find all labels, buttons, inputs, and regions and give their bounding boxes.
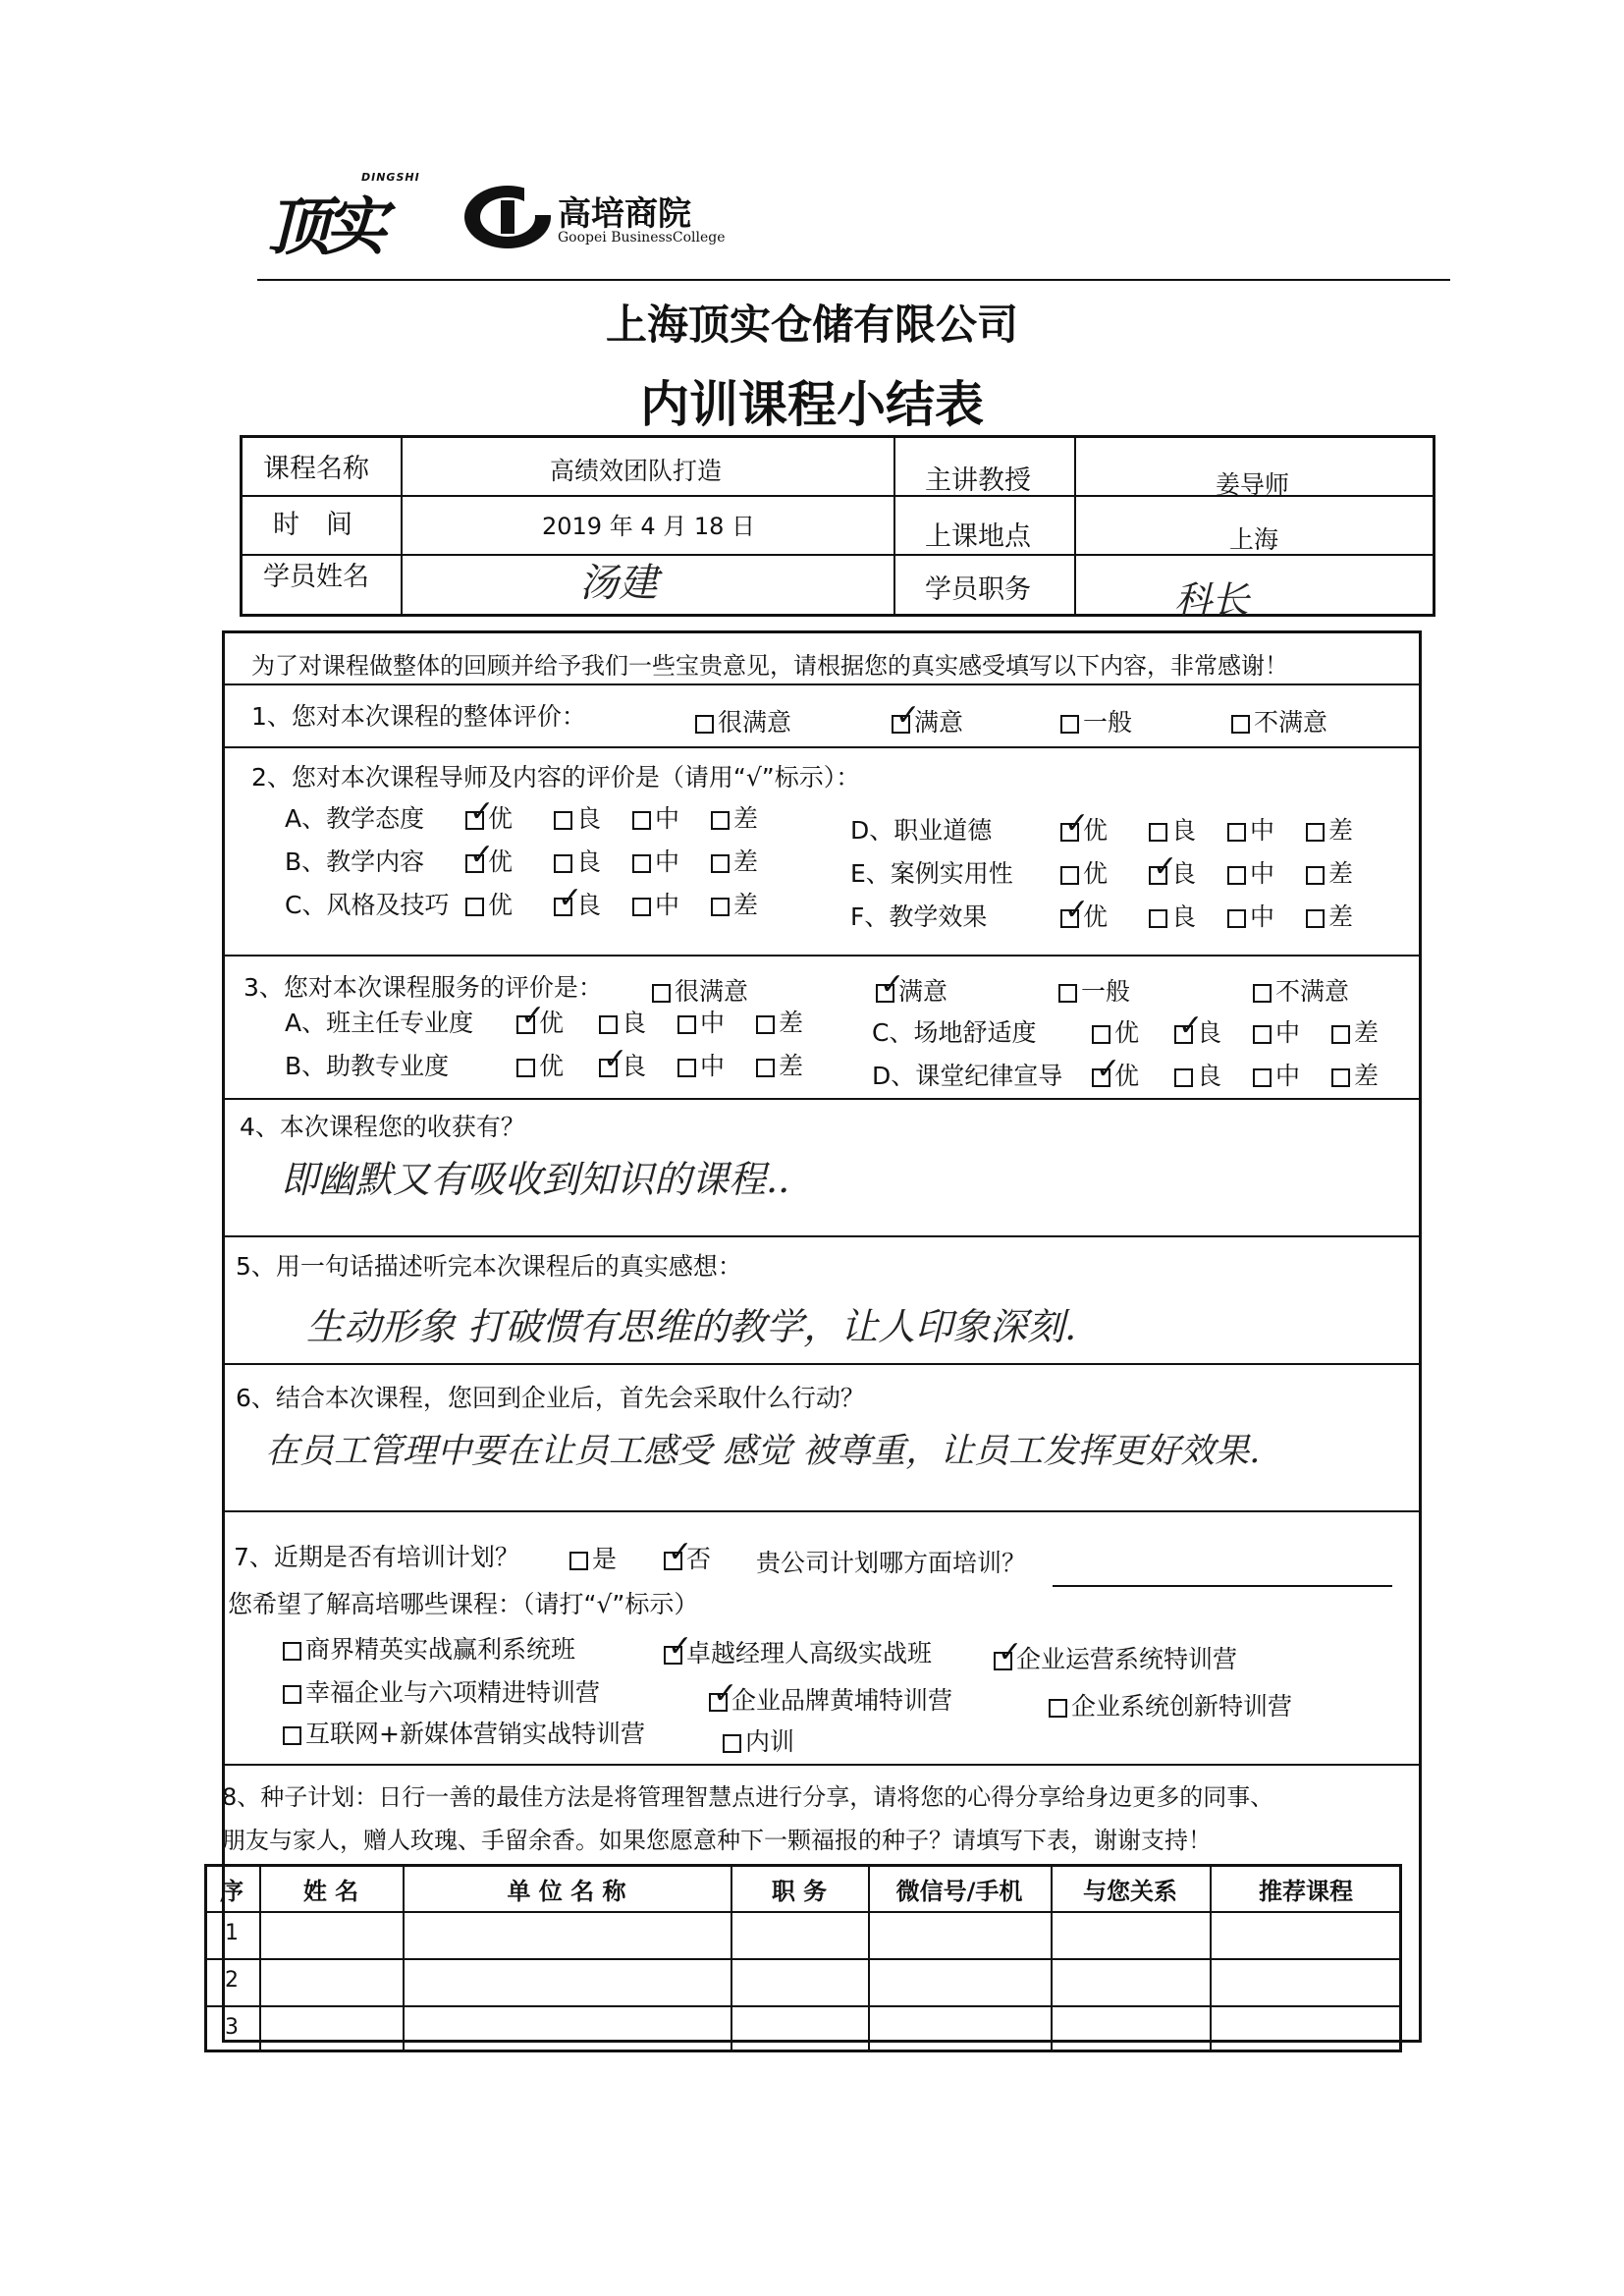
- checkbox[interactable]: [554, 854, 572, 873]
- seed-table-cell[interactable]: [870, 1960, 1049, 2003]
- q3-grade-option[interactable]: [516, 1004, 564, 1039]
- checkbox[interactable]: [569, 1552, 588, 1570]
- grade-label: 差: [733, 891, 759, 919]
- logo-goopei: [461, 183, 726, 261]
- logo-goopei-cn: 高培商院: [558, 194, 691, 234]
- checkbox[interactable]: [632, 811, 651, 830]
- position-label: 学员职务: [925, 574, 1031, 605]
- q3-grade-option[interactable]: [756, 1004, 803, 1039]
- student-value: 汤建: [579, 561, 658, 606]
- checkbox[interactable]: [1231, 715, 1250, 734]
- checkbox[interactable]: [1253, 1025, 1272, 1044]
- grade-label: 良: [622, 1052, 647, 1080]
- checkbox[interactable]: [554, 811, 572, 830]
- grade-label: 优: [539, 1009, 565, 1037]
- seed-table-cell[interactable]: [1212, 1913, 1400, 1956]
- checkbox-checked[interactable]: [994, 1652, 1012, 1670]
- grade-label: 中: [655, 847, 680, 876]
- location-value: 上海: [1229, 525, 1279, 554]
- checkbox-checked[interactable]: [599, 1059, 618, 1077]
- q3-row: [285, 1047, 835, 1080]
- q4-text: 4、本次课程您的收获有？: [240, 1113, 525, 1141]
- grade-label: 中: [655, 804, 680, 833]
- q2-grade-option[interactable]: [1306, 854, 1353, 890]
- seed-table-cell[interactable]: [261, 1960, 401, 2003]
- grade-label: 良: [576, 847, 602, 876]
- q3-opt-3[interactable]: 一般: [1058, 972, 1130, 1008]
- course-option[interactable]: [283, 1715, 645, 1750]
- grade-label: 良: [1171, 859, 1197, 888]
- grade-label: 良: [1171, 902, 1197, 931]
- q8-text-1: 8、种子计划：日行一善的最佳方法是将管理智慧点进行分享，请将您的心得分享给身边更多的同事、: [222, 1783, 1274, 1811]
- q3-row-label: B、助教专业度: [285, 1052, 450, 1080]
- q2-row-label: E、案例实用性: [850, 859, 1013, 888]
- q2-grade-option[interactable]: [711, 843, 758, 878]
- grade-label: 优: [488, 847, 514, 876]
- logo-dingshi: [267, 169, 444, 264]
- q3-grade-option[interactable]: [677, 1004, 725, 1039]
- checkbox[interactable]: [1253, 1068, 1272, 1087]
- checkbox[interactable]: [1060, 715, 1079, 734]
- checkbox[interactable]: [283, 1642, 301, 1661]
- grade-label: 差: [1328, 816, 1354, 845]
- q2-grade-option[interactable]: [465, 843, 513, 878]
- q2-grade-option[interactable]: [711, 799, 758, 835]
- checkbox-checked[interactable]: [465, 854, 484, 873]
- q3-grade-option[interactable]: [1174, 1013, 1221, 1049]
- seed-table-cell[interactable]: [405, 1913, 729, 1956]
- q3-grade-option[interactable]: [1253, 1057, 1300, 1092]
- q3-grade-option[interactable]: [1092, 1013, 1139, 1049]
- checkbox-checked[interactable]: [1174, 1025, 1193, 1044]
- grade-label: 良: [576, 891, 602, 919]
- q2-grade-option[interactable]: [1060, 811, 1108, 847]
- q2-grade-option[interactable]: [1149, 854, 1196, 890]
- course-option[interactable]: [283, 1673, 600, 1709]
- q2-grade-option[interactable]: [1060, 854, 1108, 890]
- checkbox[interactable]: [723, 1734, 741, 1753]
- grade-label: 优: [1114, 1018, 1140, 1047]
- q2-row-label: A、教学态度: [285, 804, 425, 833]
- checkbox[interactable]: [283, 1726, 301, 1745]
- checkbox-checked[interactable]: [516, 1015, 535, 1034]
- checkbox[interactable]: [1149, 823, 1167, 842]
- checkbox[interactable]: [756, 1015, 775, 1034]
- checkbox[interactable]: [1049, 1699, 1067, 1718]
- grade-label: 差: [1328, 902, 1354, 931]
- grade-label: 中: [1275, 1018, 1301, 1047]
- q2-row-label: D、职业道德: [850, 816, 993, 845]
- q2-row-label: C、风格及技巧: [285, 891, 450, 919]
- grade-label: 优: [1083, 859, 1109, 888]
- q2-row: [850, 854, 1400, 888]
- grade-label: 中: [1250, 902, 1275, 931]
- q2-grade-option[interactable]: [1306, 811, 1353, 847]
- course-label: 商界精英实战赢利系统班: [305, 1635, 576, 1664]
- q2-row-label: F、教学效果: [850, 902, 988, 931]
- q1-opt-4[interactable]: 不满意: [1231, 703, 1327, 738]
- q2-grade-option[interactable]: [1227, 854, 1274, 890]
- checkbox[interactable]: [1227, 823, 1246, 842]
- checkbox-checked[interactable]: [1149, 866, 1167, 885]
- q6-text: 6、结合本次课程，您回到企业后，首先会采取什么行动？: [236, 1384, 865, 1412]
- q2-grade-option[interactable]: [1149, 811, 1196, 847]
- checkbox[interactable]: [711, 854, 730, 873]
- form-title: 内训课程小结表: [640, 376, 984, 433]
- seed-table-cell[interactable]: [1212, 2007, 1400, 2050]
- checkbox[interactable]: [711, 898, 730, 916]
- grade-label: 优: [1083, 902, 1109, 931]
- seed-table-cell[interactable]: [261, 1913, 401, 1956]
- q4-answer[interactable]: 即幽默又有吸收到知识的课程..: [281, 1158, 790, 1201]
- lecturer-value: 姜导师: [1216, 470, 1290, 499]
- checkbox-checked[interactable]: [1060, 909, 1079, 928]
- q3-grade-option[interactable]: [599, 1047, 646, 1082]
- position-value: 科长: [1174, 578, 1250, 622]
- checkbox[interactable]: [677, 1059, 696, 1077]
- grade-label: 差: [733, 847, 759, 876]
- seed-table-cell[interactable]: [405, 1960, 729, 2003]
- checkbox[interactable]: [465, 898, 484, 916]
- grade-label: 优: [488, 891, 514, 919]
- goopei-g-icon: [461, 183, 554, 251]
- time-label: 时 间: [273, 510, 352, 540]
- q2-grade-option[interactable]: [554, 799, 601, 835]
- q6-answer[interactable]: 在员工管理中要在让员工感受 感觉 被尊重，让员工发挥更好效果.: [265, 1432, 1261, 1471]
- seed-table-header: 推荐课程: [1259, 1878, 1353, 1905]
- grade-label: 中: [700, 1052, 726, 1080]
- checkbox[interactable]: [1174, 1068, 1193, 1087]
- q2-grade-option[interactable]: [711, 886, 758, 921]
- q7-followup-blank[interactable]: [1053, 1585, 1392, 1587]
- seed-table-header: 序: [220, 1878, 244, 1905]
- q2-row: [285, 886, 835, 919]
- checkbox-checked[interactable]: [664, 1552, 682, 1570]
- logo-dingshi-sub: DINGSHI: [361, 171, 420, 184]
- seed-row-number: 2: [225, 1968, 239, 1993]
- q7-no[interactable]: ✓ 否: [664, 1540, 711, 1575]
- q2-grade-option[interactable]: [1060, 898, 1108, 933]
- grade-label: 差: [779, 1052, 804, 1080]
- seed-table-cell[interactable]: [1053, 2007, 1208, 2050]
- seed-table-cell[interactable]: [870, 2007, 1049, 2050]
- checkbox[interactable]: [1253, 984, 1272, 1003]
- seed-table-cell[interactable]: [732, 1960, 866, 2003]
- checkbox-checked[interactable]: [709, 1693, 728, 1712]
- location-label: 上课地点: [925, 521, 1031, 552]
- checkbox-checked[interactable]: [1060, 823, 1079, 842]
- q3-grade-option[interactable]: [1092, 1057, 1139, 1092]
- q5-text: 5、用一句话描述听完本次课程后的真实感想：: [236, 1252, 742, 1281]
- q2-grade-option[interactable]: [554, 886, 601, 921]
- checkbox[interactable]: [1058, 984, 1077, 1003]
- course-option[interactable]: [994, 1640, 1237, 1675]
- q3-grade-option[interactable]: [1253, 1013, 1300, 1049]
- checkbox[interactable]: [1331, 1025, 1350, 1044]
- checkbox[interactable]: [1331, 1068, 1350, 1087]
- q3-grade-option[interactable]: [677, 1047, 725, 1082]
- grade-label: 差: [733, 804, 759, 833]
- checkbox[interactable]: [677, 1015, 696, 1034]
- checkbox[interactable]: [1306, 823, 1325, 842]
- q2-grade-option[interactable]: [1306, 898, 1353, 933]
- checkbox[interactable]: [695, 715, 714, 734]
- q2-grade-option[interactable]: [465, 799, 513, 835]
- q3-row-label: A、班主任专业度: [285, 1009, 474, 1037]
- checkbox[interactable]: [1227, 866, 1246, 885]
- grade-label: 差: [1354, 1018, 1380, 1047]
- checkbox[interactable]: [516, 1059, 535, 1077]
- q3-row-label: D、课堂纪律宣导: [872, 1062, 1063, 1090]
- checkbox[interactable]: [599, 1015, 618, 1034]
- intro-text: 为了对课程做整体的回顾并给予我们一些宝贵意见，请根据您的真实感受填写以下内容，非常感谢！: [251, 652, 1288, 680]
- q2-grade-option[interactable]: [1227, 898, 1274, 933]
- q3-grade-option[interactable]: [599, 1004, 646, 1039]
- lecturer-label: 主讲教授: [925, 465, 1031, 496]
- seed-table-header: 职 务: [771, 1878, 828, 1905]
- logo-goopei-en: Goopei BusinessCollege: [558, 230, 726, 246]
- grade-label: 良: [622, 1009, 647, 1037]
- grade-label: 中: [1250, 816, 1275, 845]
- course-option[interactable]: [709, 1681, 952, 1717]
- q1-text: 1、您对本次课程的整体评价：: [251, 702, 586, 731]
- checkbox[interactable]: [1227, 909, 1246, 928]
- checkbox[interactable]: [1060, 866, 1079, 885]
- checkbox[interactable]: [1092, 1025, 1110, 1044]
- q1-opt-1[interactable]: 很满意: [695, 703, 791, 738]
- q5-answer[interactable]: 生动形象 打破惯有思维的教学，让人印象深刻.: [306, 1305, 1077, 1348]
- q3-text: 3、您对本次课程服务的评价是：: [244, 973, 603, 1002]
- q7-yes[interactable]: 是: [569, 1540, 617, 1575]
- checkbox[interactable]: [632, 898, 651, 916]
- checkbox[interactable]: [283, 1685, 301, 1704]
- q7-courses-question: 您希望了解高培哪些课程：（请打“√”标示）: [228, 1590, 699, 1618]
- q2-grade-option[interactable]: [554, 843, 601, 878]
- q3-grade-option[interactable]: [1331, 1013, 1379, 1049]
- company-name: 上海顶实仓储有限公司: [605, 301, 1018, 349]
- q3-opt-4[interactable]: 不满意: [1253, 972, 1349, 1008]
- q2-grade-option[interactable]: [1149, 898, 1196, 933]
- grade-label: 中: [700, 1009, 726, 1037]
- seed-table-cell[interactable]: [1053, 1960, 1208, 2003]
- seed-table-header: 姓 名: [302, 1878, 359, 1905]
- q2-row-label: B、教学内容: [285, 847, 425, 876]
- checkbox[interactable]: [711, 811, 730, 830]
- seed-table-header: 单 位 名 称: [507, 1878, 626, 1905]
- seed-table-cell[interactable]: [870, 1913, 1049, 1956]
- grade-label: 良: [1197, 1062, 1222, 1090]
- seed-table-cell[interactable]: [1212, 1960, 1400, 2003]
- grade-label: 优: [488, 804, 514, 833]
- header-rule: [257, 279, 1450, 281]
- q1-opt-2[interactable]: ✓ 满意: [892, 703, 963, 738]
- seed-table-cell[interactable]: [732, 2007, 866, 2050]
- q1-opt-3[interactable]: 一般: [1060, 703, 1132, 738]
- grade-label: 优: [1114, 1062, 1140, 1090]
- grade-label: 差: [779, 1009, 804, 1037]
- seed-table-cell[interactable]: [1053, 1913, 1208, 1956]
- grade-label: 良: [1171, 816, 1197, 845]
- checkbox[interactable]: [756, 1059, 775, 1077]
- checkbox-checked[interactable]: [554, 898, 572, 916]
- seed-table-header: 微信号/手机: [895, 1878, 1023, 1905]
- checkbox-checked[interactable]: [892, 715, 910, 734]
- grade-label: 优: [539, 1052, 565, 1080]
- seed-table-cell[interactable]: [261, 2007, 401, 2050]
- q2-text: 2、您对本次课程导师及内容的评价是（请用“√”标示）：: [251, 763, 861, 792]
- grade-label: 差: [1354, 1062, 1380, 1090]
- q2-grade-option[interactable]: [632, 886, 679, 921]
- grade-label: 差: [1328, 859, 1354, 888]
- q3-opt-1[interactable]: 很满意: [652, 972, 748, 1008]
- checkbox-checked[interactable]: [664, 1646, 682, 1665]
- seed-table-cell[interactable]: [732, 1913, 866, 1956]
- q2-grade-option[interactable]: [1227, 811, 1274, 847]
- checkbox[interactable]: [632, 854, 651, 873]
- checkbox[interactable]: [652, 984, 671, 1003]
- course-label: 企业品牌黄埔特训营: [731, 1686, 953, 1715]
- grade-label: 中: [1275, 1062, 1301, 1090]
- course-name-value: 高绩效团队打造: [550, 457, 723, 485]
- q3-row: [285, 1004, 835, 1037]
- course-option[interactable]: [283, 1630, 575, 1666]
- grade-label: 中: [1250, 859, 1275, 888]
- course-label: 幸福企业与六项精进特训营: [305, 1678, 601, 1707]
- seed-row-number: 1: [225, 1921, 239, 1945]
- q3-row: [872, 1013, 1422, 1047]
- student-label: 学员姓名: [263, 562, 369, 592]
- seed-row-number: 3: [225, 2015, 239, 2040]
- time-value: 2019 年 4 月 18 日: [542, 513, 756, 540]
- q3-row: [872, 1057, 1422, 1090]
- course-label: 内训: [745, 1727, 795, 1756]
- course-label: 卓越经理人高级实战班: [686, 1639, 933, 1667]
- q2-grade-option[interactable]: [465, 886, 513, 921]
- q3-row-label: C、场地舒适度: [872, 1018, 1037, 1047]
- course-label: 企业系统创新特训营: [1071, 1692, 1293, 1721]
- q7-text: 7、近期是否有培训计划？: [234, 1543, 519, 1571]
- grade-label: 中: [655, 891, 680, 919]
- q2-row: [285, 843, 835, 876]
- q3-grade-option[interactable]: [516, 1047, 564, 1082]
- q7-followup: 贵公司计划哪方面培训？: [756, 1549, 1027, 1577]
- q3-grade-option[interactable]: [1174, 1057, 1221, 1092]
- course-name-label: 课程名称: [263, 454, 369, 484]
- grade-label: 良: [1197, 1018, 1222, 1047]
- q2-grade-option[interactable]: [632, 843, 679, 878]
- q3-grade-option[interactable]: [1331, 1057, 1379, 1092]
- checkbox[interactable]: [1149, 909, 1167, 928]
- checkbox[interactable]: [1306, 909, 1325, 928]
- checkbox-checked[interactable]: [1092, 1068, 1110, 1087]
- checkbox[interactable]: [1306, 866, 1325, 885]
- q2-grade-option[interactable]: [632, 799, 679, 835]
- grade-label: 优: [1083, 816, 1109, 845]
- checkbox-checked[interactable]: [876, 984, 894, 1003]
- q2-row: [285, 799, 835, 833]
- course-option[interactable]: [723, 1722, 794, 1758]
- q2-row: [850, 898, 1400, 931]
- q3-grade-option[interactable]: [756, 1047, 803, 1082]
- course-option[interactable]: [664, 1634, 932, 1669]
- course-option[interactable]: [1049, 1687, 1292, 1722]
- checkbox-checked[interactable]: [465, 811, 484, 830]
- q3-opt-2[interactable]: ✓ 满意: [876, 972, 947, 1008]
- course-label: 互联网+新媒体营销实战特训营: [305, 1720, 645, 1748]
- q8-text-2: 朋友与家人，赠人玫瑰、手留余香。如果您愿意种下一颗福报的种子？请填写下表，谢谢支持！: [222, 1827, 1212, 1854]
- q2-row: [850, 811, 1400, 845]
- grade-label: 良: [576, 804, 602, 833]
- logo-dingshi-text: 顶实: [267, 191, 381, 264]
- seed-table-cell[interactable]: [405, 2007, 729, 2050]
- course-label: 企业运营系统特训营: [1016, 1645, 1238, 1673]
- seed-table-header: 与您关系: [1083, 1878, 1177, 1905]
